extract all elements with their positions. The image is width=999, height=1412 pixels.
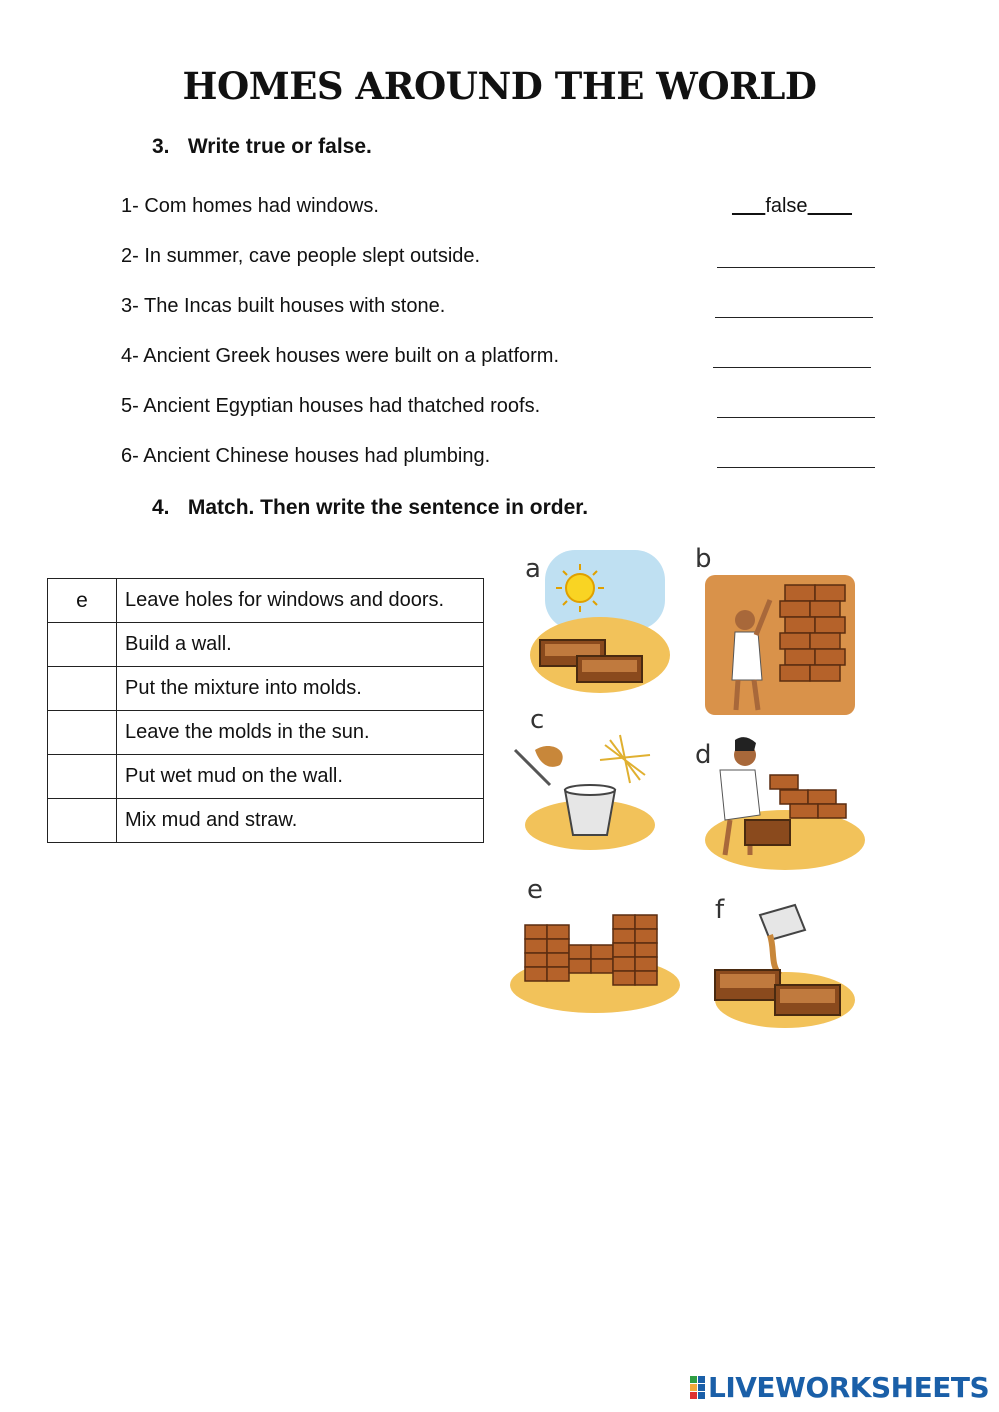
tf-statement: 6- Ancient Chinese houses had plumbing.	[121, 445, 491, 467]
person-wall-illustration	[690, 540, 860, 720]
tf-row-4	[121, 345, 881, 375]
tf-statement: 3- The Incas built houses with stone.	[121, 295, 446, 317]
picture-label-b: b	[695, 544, 712, 574]
tf-answer-4[interactable]	[713, 345, 871, 374]
picture-label-a: a	[525, 554, 541, 584]
picture-d	[690, 735, 865, 875]
bucket-straw-illustration	[505, 705, 675, 855]
picture-c	[505, 705, 675, 855]
section-4-heading	[152, 496, 588, 520]
match-sentence: Put the mixture into molds.	[117, 667, 484, 711]
picture-label-f: f	[715, 895, 725, 925]
logo-mark-icon	[690, 1376, 705, 1399]
match-sentence: Put wet mud on the wall.	[117, 755, 484, 799]
tf-row-5	[121, 395, 881, 425]
tf-answer-3[interactable]	[715, 295, 873, 324]
match-sentence: Leave holes for windows and doors.	[117, 579, 484, 623]
picture-label-e: e	[527, 875, 543, 905]
match-sentence: Leave the molds in the sun.	[117, 711, 484, 755]
filling-molds-illustration	[700, 885, 860, 1035]
match-letter-input[interactable]	[48, 711, 117, 755]
picture-f	[700, 885, 860, 1035]
match-table	[47, 578, 484, 843]
liveworksheets-logo	[690, 1372, 989, 1402]
tf-statement: 5- Ancient Egyptian houses had thatched roofs.	[121, 395, 541, 417]
tf-answer-2[interactable]	[717, 245, 875, 274]
logo-text: LIVEWORKSHEETS	[708, 1370, 990, 1404]
section-4-number: 4.	[152, 496, 170, 519]
picture-e	[505, 875, 680, 1025]
picture-label-d: d	[695, 740, 712, 770]
picture-label-c: c	[530, 705, 545, 735]
person-bricks-illustration	[690, 735, 865, 875]
sun-molds-illustration	[505, 540, 675, 700]
brick-walls-illustration	[505, 875, 680, 1025]
table-row	[48, 579, 484, 623]
tf-row-3	[121, 295, 881, 325]
tf-statement: 2- In summer, cave people slept outside.	[121, 245, 481, 267]
table-row	[48, 667, 484, 711]
section-3-number: 3.	[152, 135, 170, 158]
page-title: HOMES AROUND THE WORLD	[182, 64, 817, 108]
table-row	[48, 799, 484, 843]
tf-row-2	[121, 245, 881, 275]
match-letter-input[interactable]	[48, 755, 117, 799]
table-row	[48, 755, 484, 799]
tf-answer-1[interactable]	[713, 195, 871, 218]
tf-row-1	[121, 195, 881, 225]
match-letter-input[interactable]	[48, 799, 117, 843]
brick-making-pictures	[505, 540, 885, 1040]
tf-answer-6[interactable]	[717, 445, 875, 474]
section-3-heading	[152, 135, 372, 159]
table-row	[48, 623, 484, 667]
table-row	[48, 711, 484, 755]
picture-a	[505, 540, 675, 700]
tf-statement: 4- Ancient Greek houses were built on a platform.	[121, 345, 560, 367]
section-3-heading-text: Write true or false.	[187, 135, 372, 158]
tf-row-6	[121, 445, 881, 475]
section-4-heading-text: Match. Then write the sentence in order.	[187, 496, 589, 519]
match-letter-input[interactable]	[48, 623, 117, 667]
match-sentence: Build a wall.	[117, 623, 484, 667]
tf-statement: 1- Com homes had windows.	[121, 195, 379, 217]
picture-b	[690, 540, 860, 720]
match-letter-input[interactable]: e	[48, 579, 117, 623]
match-letter-input[interactable]	[48, 667, 117, 711]
tf-answer-value: false	[765, 195, 808, 217]
tf-answer-5[interactable]	[717, 395, 875, 424]
match-sentence: Mix mud and straw.	[117, 799, 484, 843]
